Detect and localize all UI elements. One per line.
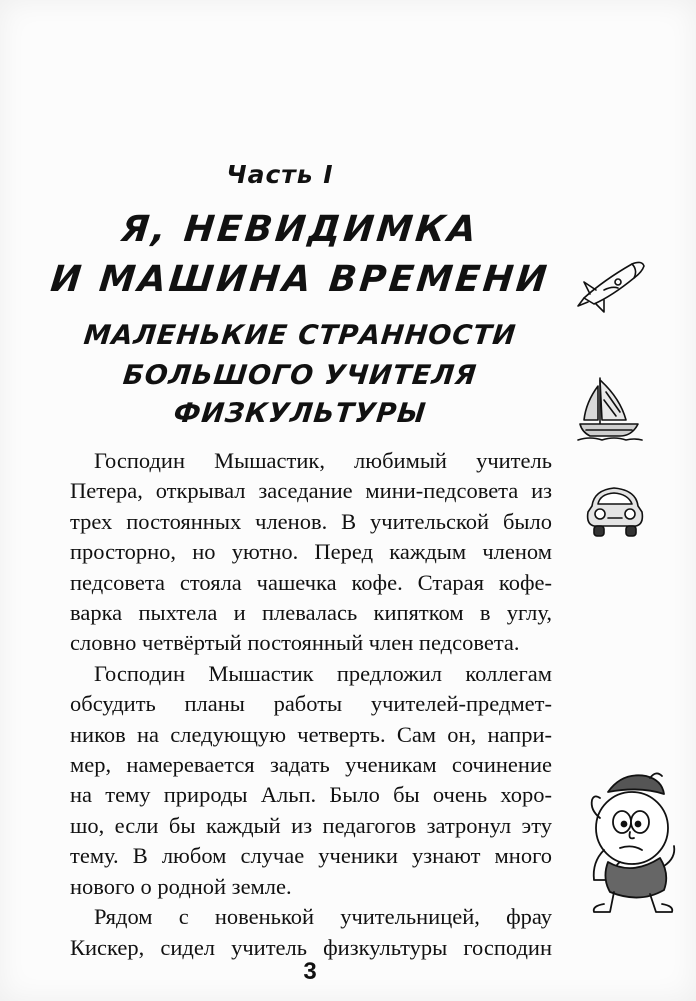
- text-line: Петера, открывал заседание мини-педсовета из: [70, 478, 552, 504]
- car-doodle-icon: [584, 482, 646, 540]
- sailboat-doodle-icon: [576, 372, 644, 442]
- rocket-doodle-icon: [574, 258, 648, 314]
- text-line: Господин Мышастик предложил коллегам: [94, 660, 552, 686]
- text-line: нового о родной земле.: [70, 873, 292, 899]
- text-line: варка пыхтела и плевалась кипятком в углу,: [70, 600, 552, 626]
- text-line: на тему природы Альп. Было бы очень хоро-: [70, 782, 552, 808]
- section-title-line-2: БОЛЬШОГО УЧИТЕЛЯ: [121, 360, 479, 391]
- text-line: словно четвёртый постоянный член педсовета.: [70, 630, 520, 656]
- text-line: просторно, но уютно. Перед каждым членом: [70, 539, 552, 565]
- text-line: Кискер, сидел учитель физкультуры господин: [70, 934, 552, 960]
- chapter-title-line-1: Я, НЕВИДИМКА: [119, 209, 481, 250]
- text-line: Рядом с новенькой учительницей, фрау: [94, 904, 552, 930]
- section-title-line-3: ФИЗКУЛЬТУРЫ: [172, 398, 428, 429]
- text-line: тему. В любом случае ученики узнают много: [70, 843, 552, 869]
- round-character-doodle-icon: [580, 766, 680, 918]
- chapter-title-line-2: И МАШИНА ВРЕМЕНИ: [48, 259, 552, 300]
- text-line: педсовета стояла чашечка кофе. Старая кофе-: [70, 569, 552, 595]
- text-line: ников на следующую четверть. Сам он, напри-: [70, 721, 552, 747]
- text-line: Господин Мышастик, любимый учитель: [94, 448, 552, 473]
- text-line: мер, намеревается задать ученикам сочинение: [70, 752, 552, 778]
- text-line: трех постоянных членов. В учительской было: [70, 508, 552, 534]
- page-number: 3: [303, 958, 317, 985]
- text-line: шо, если бы каждый из педагогов затронул эту: [70, 812, 552, 838]
- body-text: [70, 446, 552, 963]
- section-title-line-1: МАЛЕНЬКИЕ СТРАННОСТИ: [82, 320, 518, 351]
- text-line: обсудить планы работы учителей-предмет-: [70, 691, 552, 717]
- part-label: Часть I: [226, 160, 334, 189]
